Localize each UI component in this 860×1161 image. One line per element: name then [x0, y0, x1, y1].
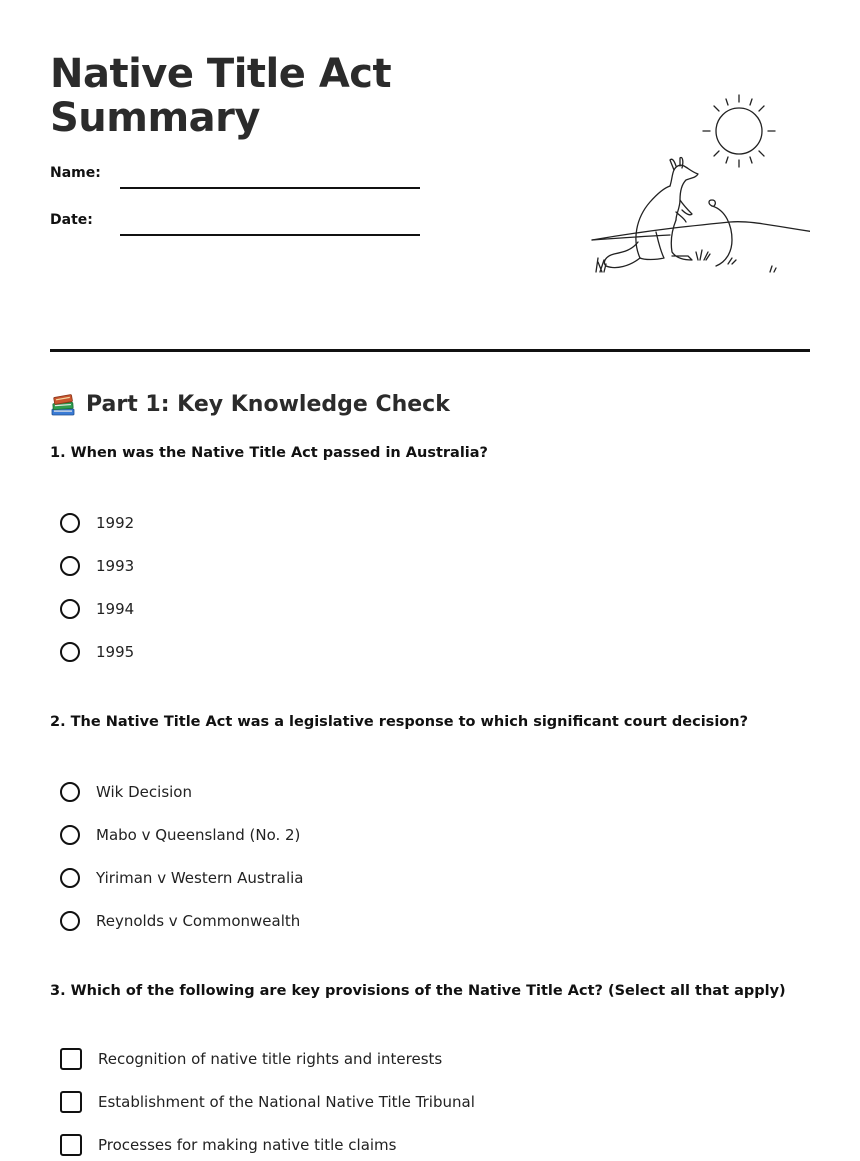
checkbox[interactable] [60, 1048, 82, 1070]
radio-button[interactable] [60, 911, 80, 931]
radio-button[interactable] [60, 642, 80, 662]
option-label: Reynolds v Commonwealth [96, 912, 301, 930]
name-field[interactable] [50, 165, 420, 189]
option-mabo[interactable] [60, 822, 660, 848]
title-line-1: Native Title Act [50, 51, 392, 97]
option-1994[interactable] [60, 596, 660, 622]
title-line-2: Summary [50, 95, 260, 141]
radio-button[interactable] [60, 868, 80, 888]
date-input-line[interactable] [120, 234, 420, 236]
kangaroo-landscape-icon [540, 90, 810, 290]
option-label: Recognition of native title rights and interests [98, 1050, 443, 1068]
sun-icon [703, 95, 775, 167]
page-title [50, 52, 470, 140]
radio-button[interactable] [60, 825, 80, 845]
radio-button[interactable] [60, 556, 80, 576]
option-label: Mabo v Queensland (No. 2) [96, 826, 301, 844]
option-tribunal[interactable] [60, 1089, 660, 1115]
option-1992[interactable] [60, 510, 660, 536]
option-label: 1993 [96, 557, 135, 575]
option-label: 1992 [96, 514, 135, 532]
option-recognition[interactable] [60, 1046, 660, 1072]
question-text: 3. Which of the following are key provisions of the Native Title Act? (Select all that apply) [50, 983, 786, 999]
books-icon [50, 391, 76, 417]
radio-button[interactable] [60, 513, 80, 533]
option-label: 1995 [96, 643, 135, 661]
checkbox[interactable] [60, 1134, 82, 1156]
radio-button[interactable] [60, 599, 80, 619]
option-yiriman[interactable] [60, 865, 660, 891]
question-text: 1. When was the Native Title Act passed in Australia? [50, 445, 488, 461]
question-text: 2. The Native Title Act was a legislative response to which significant court decision? [50, 714, 748, 730]
option-1995[interactable] [60, 639, 660, 665]
option-label: 1994 [96, 600, 135, 618]
radio-button[interactable] [60, 782, 80, 802]
name-label: Name: [50, 165, 101, 181]
checkbox[interactable] [60, 1091, 82, 1113]
date-label: Date: [50, 212, 93, 228]
date-field[interactable] [50, 212, 420, 236]
option-label: Processes for making native title claims [98, 1136, 397, 1154]
option-claims-process[interactable] [60, 1132, 660, 1158]
section-divider [50, 349, 810, 352]
option-label: Establishment of the National Native Title Tribunal [98, 1093, 475, 1111]
part-1-heading [50, 388, 450, 420]
name-input-line[interactable] [120, 187, 420, 189]
part-1-title: Part 1: Key Knowledge Check [86, 391, 450, 417]
option-1993[interactable] [60, 553, 660, 579]
option-label: Wik Decision [96, 783, 192, 801]
option-reynolds[interactable] [60, 908, 660, 934]
option-wik-decision[interactable] [60, 779, 660, 805]
option-label: Yiriman v Western Australia [96, 869, 304, 887]
